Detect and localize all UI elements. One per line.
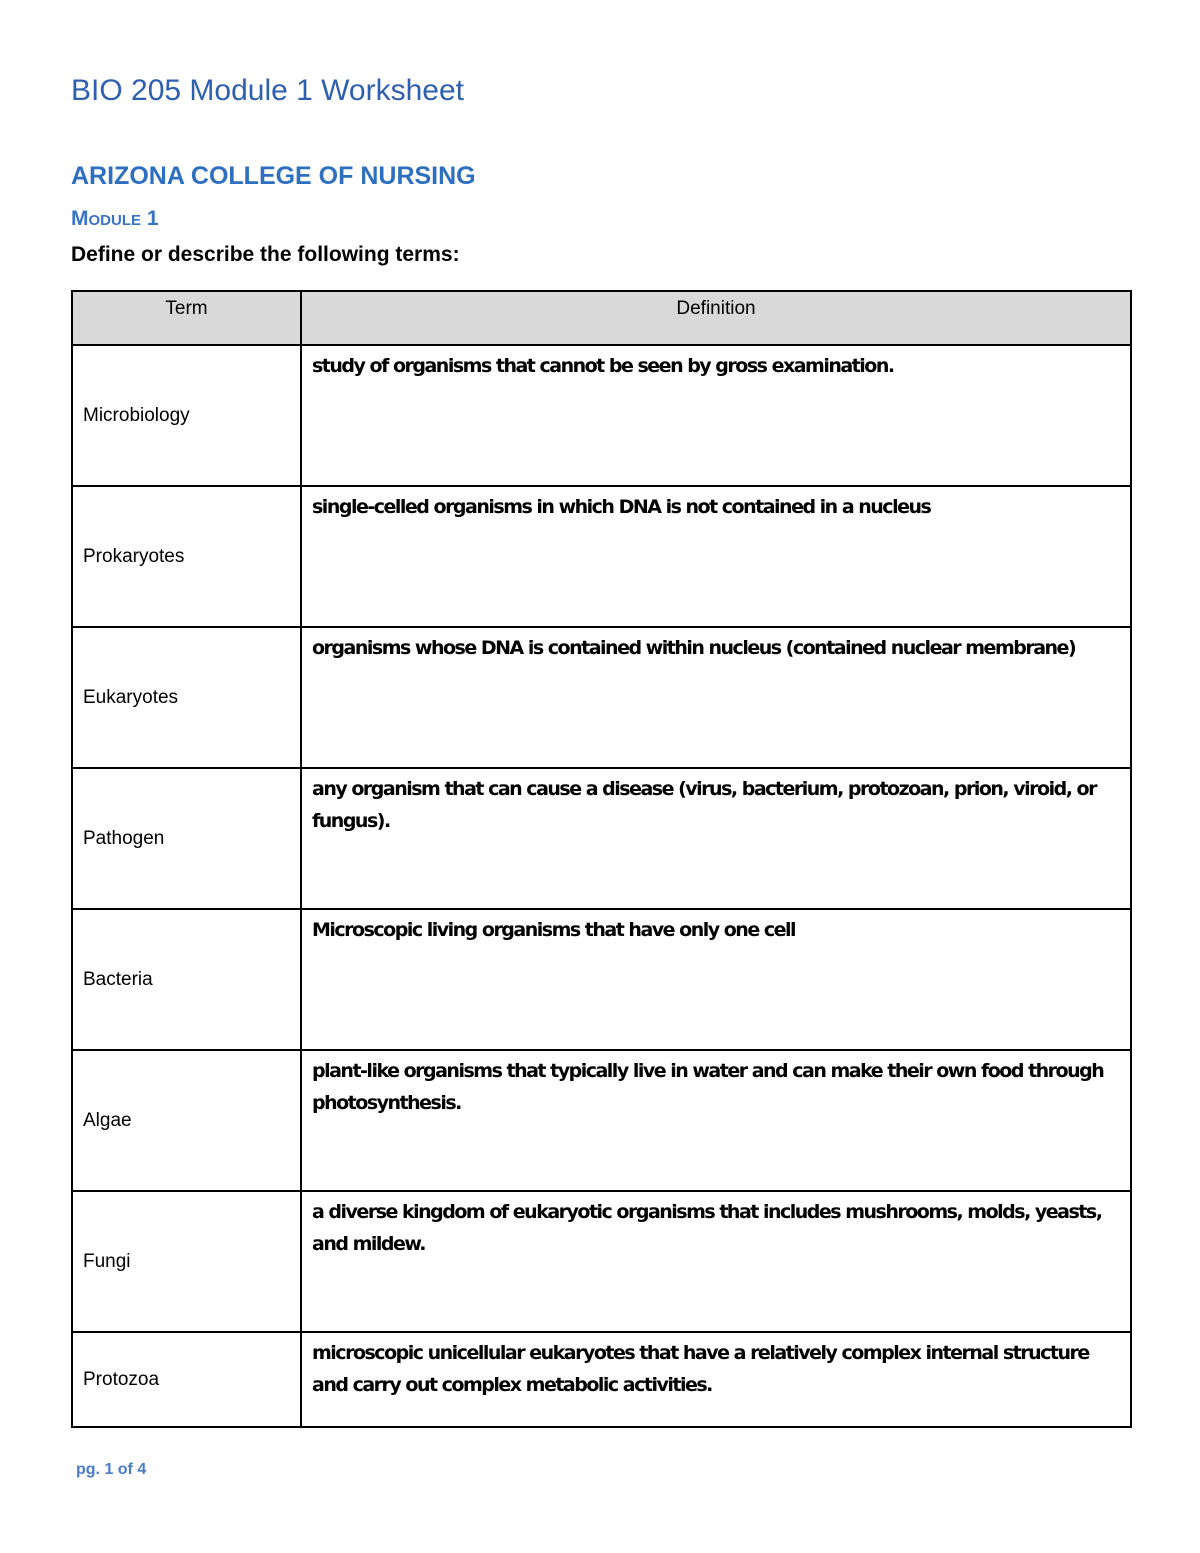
definition-cell: a diverse kingdom of eukaryotic organisms that includes mushrooms, molds, yeasts, and mildew. <box>301 1191 1131 1332</box>
table-row <box>72 1332 1131 1427</box>
term-cell: Protozoa <box>72 1332 301 1427</box>
term-cell: Pathogen <box>72 768 301 909</box>
term-cell: Fungi <box>72 1191 301 1332</box>
table-row <box>72 1191 1131 1332</box>
instructions: Define or describe the following terms: <box>71 243 460 266</box>
module-heading: Module 1 <box>71 207 159 230</box>
term-cell: Eukaryotes <box>72 627 301 768</box>
table-row <box>72 627 1131 768</box>
column-header-term: Term <box>72 291 301 345</box>
table-row <box>72 486 1131 627</box>
document-title: BIO 205 Module 1 Worksheet <box>71 74 464 107</box>
term-cell: Bacteria <box>72 909 301 1050</box>
term-cell: Algae <box>72 1050 301 1191</box>
definition-cell: single-celled organisms in which DNA is not contained in a nucleus <box>301 486 1131 627</box>
definition-cell: plant-like organisms that typically live in water and can make their own food through photosynthesis. <box>301 1050 1131 1191</box>
terms-table <box>71 290 1132 1428</box>
term-cell: Microbiology <box>72 345 301 486</box>
column-header-definition: Definition <box>301 291 1131 345</box>
term-cell: Prokaryotes <box>72 486 301 627</box>
college-heading: ARIZONA COLLEGE OF NURSING <box>71 162 476 190</box>
definition-cell: microscopic unicellular eukaryotes that have a relatively complex internal structure and carry out complex metabolic activities. <box>301 1332 1131 1427</box>
definition-cell: study of organisms that cannot be seen by gross examination. <box>301 345 1131 486</box>
page-number: pg. 1 of 4 <box>76 1461 147 1478</box>
table-row <box>72 768 1131 909</box>
table-row <box>72 345 1131 486</box>
definition-cell: any organism that can cause a disease (virus, bacterium, protozoan, prion, viroid, or fungus). <box>301 768 1131 909</box>
table-header <box>72 291 1131 345</box>
table-row <box>72 1050 1131 1191</box>
definition-cell: organisms whose DNA is contained within nucleus (contained nuclear membrane) <box>301 627 1131 768</box>
table-row <box>72 909 1131 1050</box>
definition-cell: Microscopic living organisms that have only one cell <box>301 909 1131 1050</box>
